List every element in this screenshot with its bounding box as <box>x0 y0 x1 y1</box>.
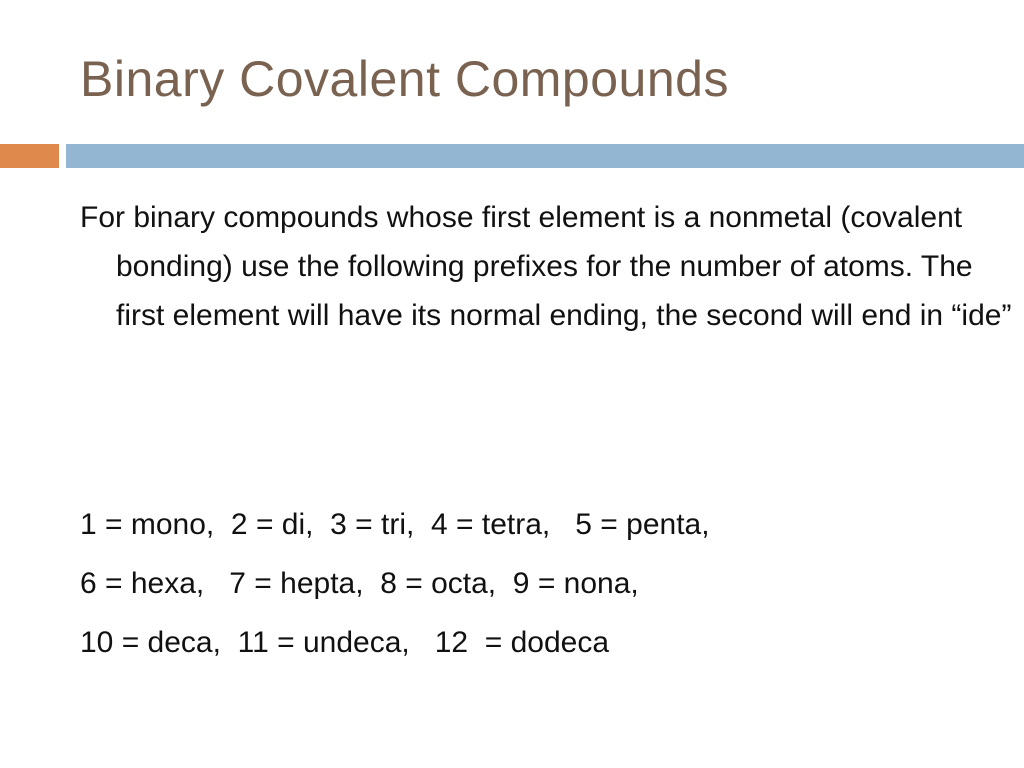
slide-title: Binary Covalent Compounds <box>80 51 729 107</box>
accent-bar-orange <box>0 144 59 168</box>
prefix-line-2: 6 = hexa, 7 = hepta, 8 = octa, 9 = nona, <box>80 567 639 600</box>
prefix-line-1: 1 = mono, 2 = di, 3 = tri, 4 = tetra, 5 = penta, <box>80 508 710 541</box>
prefix-line-3: 10 = deca, 11 = undeca, 12 = dodeca <box>80 626 610 659</box>
accent-bar-blue <box>66 144 1024 168</box>
body-paragraph: For binary compounds whose first element is a nonmetal (covalent bonding) use the following prefixes for the number of atoms. The first element will have its normal ending, the second will end in “ide” <box>80 201 1012 332</box>
